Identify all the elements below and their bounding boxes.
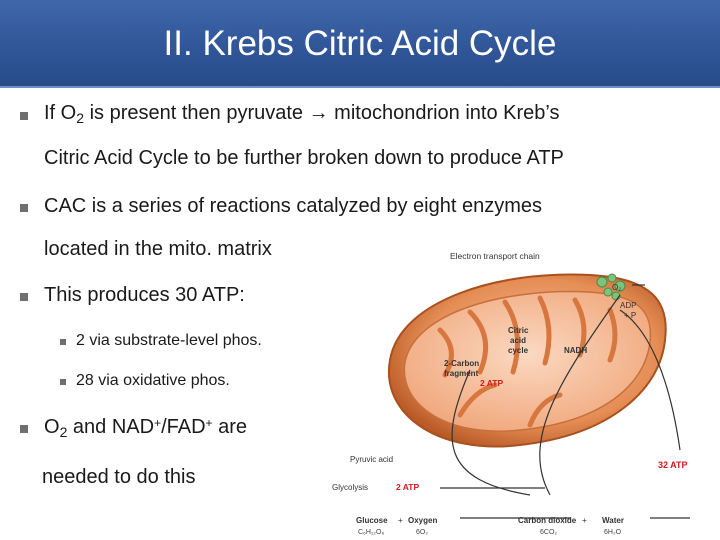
bullet-1-line-2: Citric Acid Cycle to be further broken down to produce ATP — [44, 147, 564, 169]
sub-bullet-marker — [60, 339, 66, 345]
superscript: + — [154, 416, 162, 430]
water-label: Water — [602, 516, 624, 525]
bullet-4-text: /FAD — [161, 416, 206, 438]
o2-label: O₂ — [612, 283, 622, 292]
bullet-marker — [20, 293, 28, 301]
oxygen-formula: 6O₂ — [416, 529, 429, 536]
bullet-2-line-1: CAC is a series of reactions catalyzed by eight enzymes — [44, 195, 542, 217]
subscript: 2 — [76, 110, 85, 126]
adp-label: ADP — [620, 301, 637, 310]
plus-sign: + — [582, 516, 587, 525]
plus-sign: + — [398, 516, 403, 525]
bullet-1-text: is present then pyruvate — [84, 102, 309, 124]
bullet-marker — [20, 204, 28, 212]
two-carbon-label-2: fragment — [444, 369, 479, 378]
etc-label: Electron transport chain — [450, 251, 540, 261]
slide-title: II. Krebs Citric Acid Cycle — [163, 24, 557, 63]
cac-label-3: cycle — [508, 346, 529, 355]
bullet-marker — [20, 112, 28, 120]
glucose-formula: C₆H₁₂O₆ — [358, 529, 385, 536]
nadh-label: NADH — [564, 346, 588, 355]
superscript: + — [205, 416, 213, 430]
two-carbon-label-1: 2-Carbon — [444, 359, 480, 368]
bullet-4-line-1 — [44, 416, 247, 440]
water-formula: 6H₂O — [604, 529, 622, 536]
bullet-4-text: O — [44, 416, 60, 438]
bullet-4-line-2: needed to do this — [42, 466, 196, 488]
sub-bullet-2: 28 via oxidative phos. — [76, 372, 230, 389]
arrow-icon: → — [308, 102, 329, 124]
atp-2-label: 2 ATP — [480, 378, 504, 388]
carbon-dioxide-label: Carbon dioxide — [518, 516, 577, 525]
oxygen-label: Oxygen — [408, 516, 438, 525]
bullet-4-text: are — [212, 416, 248, 438]
sub-bullet-marker — [60, 379, 66, 385]
glucose-label: Glucose — [356, 516, 388, 525]
sub-bullet-1: 2 via substrate-level phos. — [76, 332, 262, 349]
bullet-1-text: If O — [44, 102, 77, 124]
pyruvic-acid-label: Pyruvic acid — [350, 455, 394, 464]
mitochondrion-body — [389, 274, 666, 447]
bullet-3-line-1: This produces 30 ATP: — [44, 284, 245, 306]
bullet-2-line-2: located in the mito. matrix — [44, 238, 272, 260]
glycolysis-label: Glycolysis — [332, 483, 369, 492]
bullet-4-text: and NAD — [67, 416, 155, 438]
bullet-1-text: mitochondrion into Kreb’s — [328, 102, 560, 124]
co2-formula: 6CO₂ — [540, 529, 558, 536]
cac-label-2: acid — [510, 336, 527, 345]
mitochondrion-diagram — [320, 240, 720, 540]
atp-2-glycolysis-label: 2 ATP — [396, 482, 420, 492]
subscript: 2 — [59, 424, 68, 440]
title-bar — [0, 0, 720, 88]
atp-32-label: 32 ATP — [658, 460, 688, 470]
cac-label-1: Citric — [508, 326, 529, 335]
bullet-marker — [20, 425, 28, 433]
plus-p-label: + P — [624, 311, 637, 320]
bullet-1-line-1 — [44, 102, 559, 126]
